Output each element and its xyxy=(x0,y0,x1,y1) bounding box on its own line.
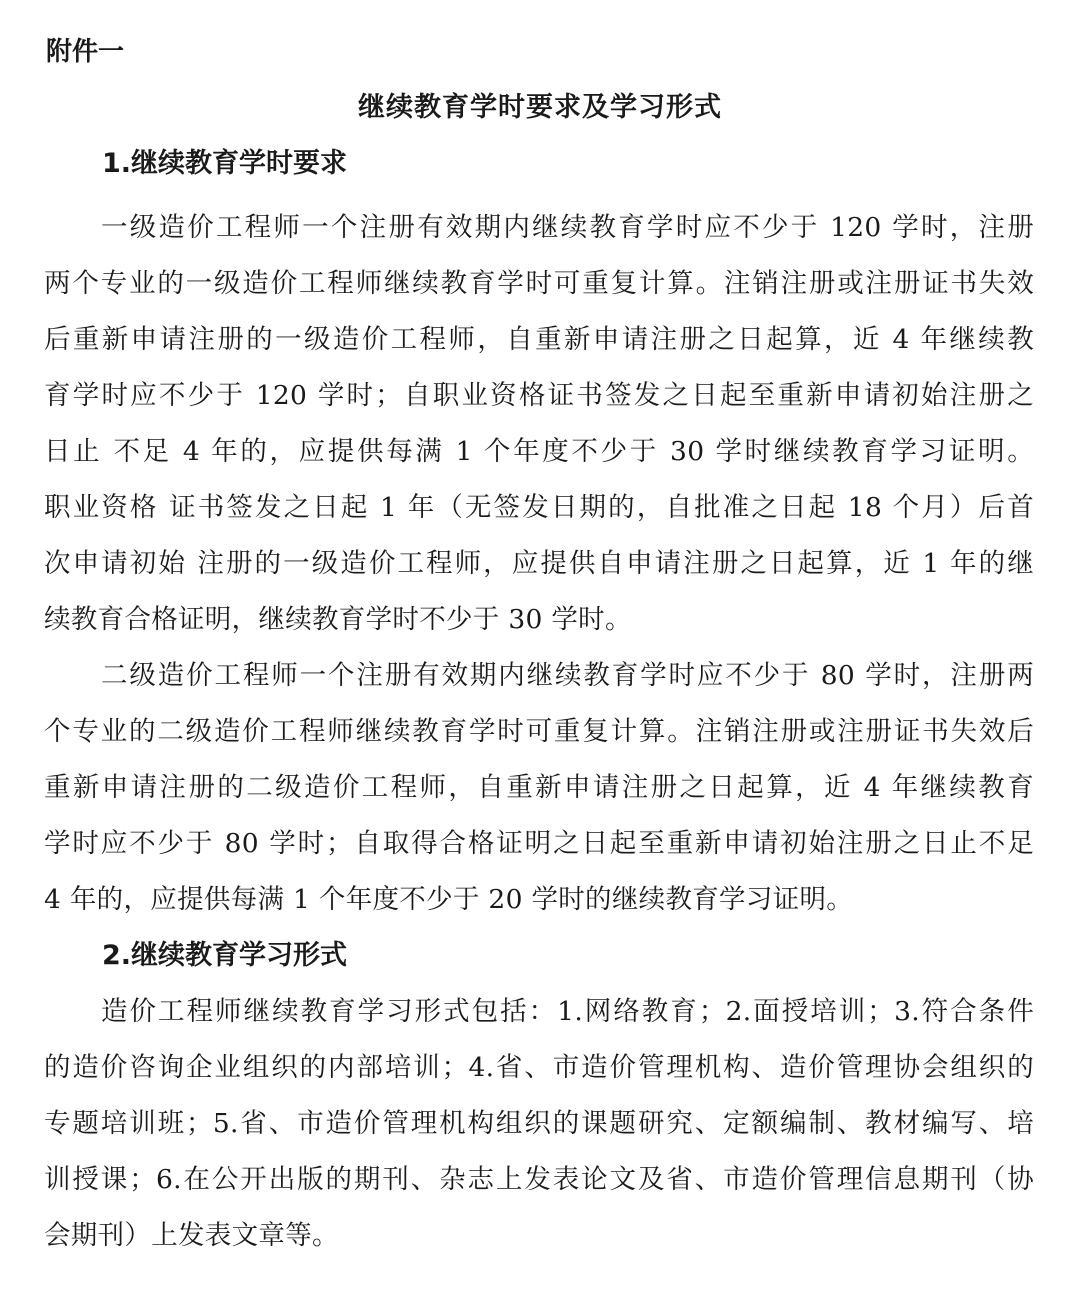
paragraph-line: 一级造价工程师一个注册有效期内继续教育学时应不少于 120 学时，注册 xyxy=(101,212,1034,243)
paragraph-line: 两个专业的一级造价工程师继续教育学时可重复计算。注销注册或注册证书失效 xyxy=(44,268,1034,299)
paragraph-line: 续教育合格证明，继续教育学时不少于 30 学时。 xyxy=(44,604,632,635)
paragraph-line: 的造价咨询企业组织的内部培训；4.省、市造价管理机构、造价管理协会组织的 xyxy=(44,1052,1034,1083)
attachment-label: 附件一 xyxy=(46,37,125,67)
paragraph-line: 造价工程师继续教育学习形式包括：1.网络教育；2.面授培训；3.符合条件 xyxy=(101,996,1034,1027)
section-2-heading: 2.继续教育学习形式 xyxy=(102,940,348,971)
section-1-heading: 1.继续教育学时要求 xyxy=(102,148,348,179)
paragraph-line: 职业资格 证书签发之日起 1 年（无签发日期的，自批准之日起 18 个月）后首 xyxy=(44,492,1034,523)
paragraph-line: 育学时应不少于 120 学时；自职业资格证书签发之日起至重新申请初始注册之 xyxy=(44,380,1034,411)
document-title: 继续教育学时要求及学习形式 xyxy=(358,92,722,123)
paragraph-line: 专题培训班；5.省、市造价管理机构组织的课题研究、定额编制、教材编写、培 xyxy=(44,1108,1034,1139)
paragraph-line: 个专业的二级造价工程师继续教育学时可重复计算。注销注册或注册证书失效后 xyxy=(44,716,1034,747)
paragraph-line: 二级造价工程师一个注册有效期内继续教育学时应不少于 80 学时，注册两 xyxy=(101,660,1034,691)
paragraph-line: 重新申请注册的二级造价工程师，自重新申请注册之日起算，近 4 年继续教育 xyxy=(44,772,1034,803)
paragraph-line: 4 年的，应提供每满 1 个年度不少于 20 学时的继续教育学习证明。 xyxy=(44,884,854,915)
paragraph-line: 日止 不足 4 年的，应提供每满 1 个年度不少于 30 学时继续教育学习证明。 xyxy=(44,436,1034,467)
paragraph-line: 训授课；6.在公开出版的期刊、杂志上发表论文及省、市造价管理信息期刊（协 xyxy=(44,1164,1034,1195)
paragraph-line: 会期刊）上发表文章等。 xyxy=(44,1220,339,1251)
paragraph-line: 学时应不少于 80 学时；自取得合格证明之日起至重新申请初始注册之日止不足 xyxy=(44,828,1034,859)
paragraph-line: 次申请初始 注册的一级造价工程师，应提供自申请注册之日起算，近 1 年的继 xyxy=(44,548,1034,579)
paragraph-line: 后重新申请注册的一级造价工程师，自重新申请注册之日起算，近 4 年继续教 xyxy=(44,324,1034,355)
